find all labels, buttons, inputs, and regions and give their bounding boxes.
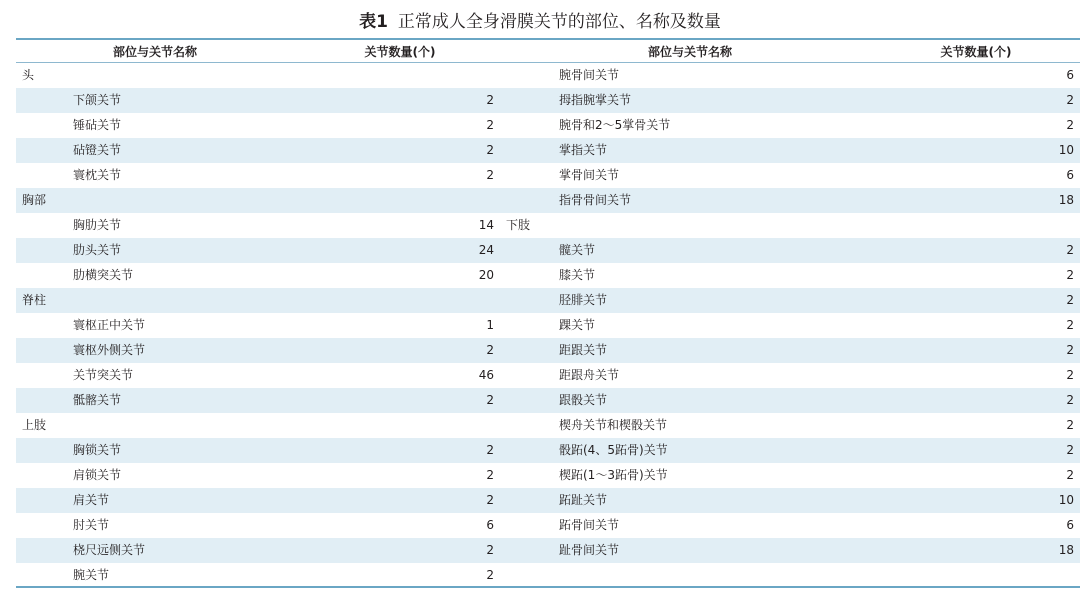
- joint-count: 2: [1066, 268, 1074, 282]
- joint-name: 寰枢外侧关节: [16, 338, 416, 363]
- table-row: [500, 313, 1080, 338]
- joint-count: 2: [416, 438, 500, 463]
- joint-count: 2: [980, 88, 1080, 113]
- joint-name: 胸锁关节: [16, 438, 416, 463]
- joint-name: 踝关节: [559, 318, 596, 332]
- joint-count: [980, 563, 1080, 588]
- joint-name: 寰枕关节: [73, 168, 122, 182]
- joint-count: 2: [1066, 418, 1074, 432]
- joint-count: 10: [980, 488, 1080, 513]
- joint-name: 膝关节: [559, 268, 596, 282]
- joint-name: 拇指腕掌关节: [500, 88, 980, 113]
- table-row: [16, 288, 500, 313]
- joint-count: 10: [980, 138, 1080, 163]
- joint-name: 楔跖(1～3跖骨)关节: [559, 468, 668, 482]
- joint-name: 肩锁关节: [73, 468, 122, 482]
- joint-name: 跖趾关节: [500, 488, 980, 513]
- joint-count: 2: [416, 488, 500, 513]
- table-row: [16, 263, 500, 288]
- table-row: [500, 263, 1080, 288]
- table-caption: 正常成人全身滑膜关节的部位、名称及数量: [397, 12, 721, 32]
- joint-count: 2: [1066, 118, 1074, 132]
- joint-count: 18: [980, 538, 1080, 563]
- region-label: 头: [22, 68, 35, 82]
- table-row: [16, 513, 500, 538]
- table-row: [16, 113, 500, 138]
- joint-count: 2: [416, 338, 500, 363]
- joint-count: 2: [486, 568, 494, 582]
- table-row: [16, 163, 500, 188]
- table-row: [16, 88, 500, 113]
- joint-name: 趾骨间关节: [500, 538, 980, 563]
- header-right-name: 部位与关节名称: [647, 45, 732, 59]
- joint-name: 下颌关节: [16, 88, 416, 113]
- table-row: [500, 513, 1080, 538]
- table-row: [16, 488, 500, 513]
- joint-name: 桡尺远侧关节: [16, 538, 416, 563]
- table-row: [500, 63, 1080, 88]
- table-row: [500, 388, 1080, 413]
- joint-count: 6: [1066, 68, 1074, 82]
- joint-count: 2: [980, 438, 1080, 463]
- joint-count: 2: [980, 388, 1080, 413]
- right-table: [500, 63, 1080, 588]
- table-row: [500, 363, 1080, 388]
- table-label: 表1: [359, 12, 388, 32]
- joint-name: 距跟舟关节: [559, 368, 620, 382]
- joint-count: 2: [486, 118, 494, 132]
- joint-count: 18: [980, 188, 1080, 213]
- joint-count: 14: [478, 218, 494, 232]
- joint-name: 指骨骨间关节: [500, 188, 980, 213]
- joint-name: 胸肋关节: [73, 218, 122, 232]
- table-row: [16, 313, 500, 338]
- header-right-count: 关节数量(个): [940, 45, 1012, 59]
- table-row: [500, 113, 1080, 138]
- joint-count: 2: [486, 168, 494, 182]
- joint-count: 2: [980, 338, 1080, 363]
- joint-name: 锤砧关节: [73, 118, 122, 132]
- joint-name: 楔舟关节和楔骰关节: [559, 418, 668, 432]
- joint-name: 腕骨和2～5掌骨关节: [559, 118, 671, 132]
- joint-name: 骶髂关节: [16, 388, 416, 413]
- joint-name: 寰枢正中关节: [73, 318, 146, 332]
- top-rule: [16, 38, 1080, 40]
- table-row: [500, 138, 1080, 163]
- table-row: [500, 438, 1080, 463]
- joint-count: 6: [1066, 518, 1074, 532]
- joint-count: 6: [1066, 168, 1074, 182]
- table-row: [16, 463, 500, 488]
- joint-count: 24: [416, 238, 500, 263]
- header-left-name: 部位与关节名称: [112, 45, 197, 59]
- table-row: [500, 488, 1080, 513]
- region-label: 下肢: [506, 218, 531, 232]
- joint-name: 肩关节: [16, 488, 416, 513]
- joint-count: [980, 213, 1080, 238]
- joint-count: 2: [486, 468, 494, 482]
- joint-count: 46: [478, 368, 494, 382]
- joint-name: 跟骰关节: [500, 388, 980, 413]
- table-row: [16, 363, 500, 388]
- table-row: [16, 238, 500, 263]
- joint-count: 2: [416, 88, 500, 113]
- region-label: 上肢: [22, 418, 47, 432]
- joint-name: 腕骨间关节: [559, 68, 620, 82]
- table-row: [500, 413, 1080, 438]
- joint-name: 肋横突关节: [73, 268, 134, 282]
- joint-count: 2: [1066, 468, 1074, 482]
- joint-count: 2: [980, 288, 1080, 313]
- joint-count: 2: [416, 388, 500, 413]
- joint-name: 掌指关节: [500, 138, 980, 163]
- table-row: [500, 188, 1080, 213]
- joint-name: 胫腓关节: [500, 288, 980, 313]
- joint-name: 砧镫关节: [16, 138, 416, 163]
- joint-count: 1: [486, 318, 494, 332]
- joint-name: 距跟关节: [500, 338, 980, 363]
- joint-name: 肋头关节: [16, 238, 416, 263]
- table-row: [16, 338, 500, 363]
- joint-name: 关节突关节: [73, 368, 134, 382]
- table-row: [500, 163, 1080, 188]
- joint-count: [416, 288, 500, 313]
- joint-name: 肘关节: [73, 518, 110, 532]
- table-row: [500, 463, 1080, 488]
- table-row: [16, 438, 500, 463]
- table-row: [16, 388, 500, 413]
- table-row: [16, 538, 500, 563]
- table-row: [500, 563, 1080, 588]
- left-table: [16, 63, 500, 588]
- joint-name: 骰跖(4、5跖骨)关节: [500, 438, 980, 463]
- joint-count: 2: [980, 238, 1080, 263]
- joint-count: 2: [416, 538, 500, 563]
- joint-count: [416, 63, 500, 88]
- joint-name: 跖骨间关节: [559, 518, 620, 532]
- joint-name: 腕关节: [73, 568, 110, 582]
- table-row: [16, 213, 500, 238]
- table-row: [16, 563, 500, 588]
- table-row: [500, 88, 1080, 113]
- joint-count: 2: [416, 138, 500, 163]
- table-row: [500, 538, 1080, 563]
- table-row: [16, 63, 500, 88]
- joint-count: 2: [1066, 368, 1074, 382]
- joint-count: 20: [478, 268, 494, 282]
- joint-count: 6: [486, 518, 494, 532]
- joint-name: [500, 563, 980, 588]
- header-left-count: 关节数量(个): [364, 45, 436, 59]
- table-row: [16, 138, 500, 163]
- table-row: [500, 288, 1080, 313]
- joint-name: 掌骨间关节: [559, 168, 620, 182]
- joint-count: [416, 188, 500, 213]
- region-label: 脊柱: [16, 288, 416, 313]
- table-row: [500, 213, 1080, 238]
- joint-count: 2: [1066, 318, 1074, 332]
- table-title: [0, 10, 1080, 34]
- table-row: [500, 338, 1080, 363]
- region-label: 胸部: [16, 188, 416, 213]
- table-row: [500, 238, 1080, 263]
- bottom-rule: [16, 586, 1080, 588]
- joint-name: 髋关节: [500, 238, 980, 263]
- table-row: [16, 188, 500, 213]
- table-row: [16, 413, 500, 438]
- joint-count: [416, 413, 500, 438]
